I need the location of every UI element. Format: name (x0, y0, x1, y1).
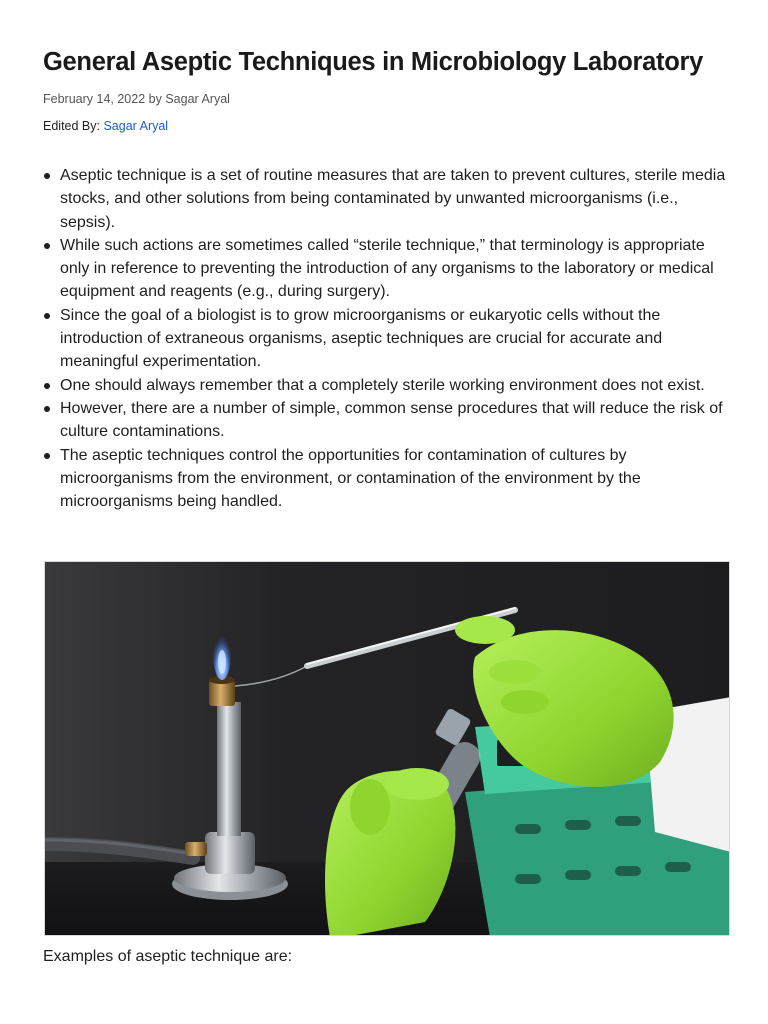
editor-link[interactable]: Sagar Aryal (103, 119, 169, 133)
by-word: by (148, 92, 162, 106)
bullet-list (60, 164, 732, 513)
examples-heading: Examples of aseptic technique are: (43, 948, 293, 965)
list-item: One should always remember that a completely sterile working environment does not exist. (60, 374, 732, 397)
author-name[interactable]: Sagar Aryal (165, 92, 230, 106)
list-item: However, there are a number of simple, common sense procedures that will reduce the risk of culture contaminations. (60, 397, 732, 444)
article-meta (43, 92, 230, 106)
list-item: The aseptic techniques control the opportunities for contamination of cultures by microorganisms from the environment, or contamination of the environment by the microorganisms being handled. (60, 444, 732, 514)
publish-date: February 14, 2022 (43, 92, 146, 106)
edited-by (43, 119, 168, 133)
list-item: While such actions are sometimes called “sterile technique,” that terminology is appropriate only in reference to preventing the introduction of any organisms to the laboratory or medical equipment and reagents (e.g., during surgery). (60, 234, 732, 304)
article-title: General Aseptic Techniques in Microbiology Laboratory (43, 48, 703, 76)
lab-illustration (45, 562, 730, 936)
list-item: Aseptic technique is a set of routine measures that are taken to prevent cultures, sterile media stocks, and other solutions from being contaminated by unwanted microorganisms (i.e., sepsis). (60, 164, 732, 234)
list-item: Since the goal of a biologist is to grow microorganisms or eukaryotic cells without the introduction of extraneous organisms, aseptic techniques are crucial for accurate and meaningful experimentation. (60, 304, 732, 374)
aseptic-technique-photo (44, 561, 730, 936)
edited-by-label: Edited By: (43, 119, 100, 133)
